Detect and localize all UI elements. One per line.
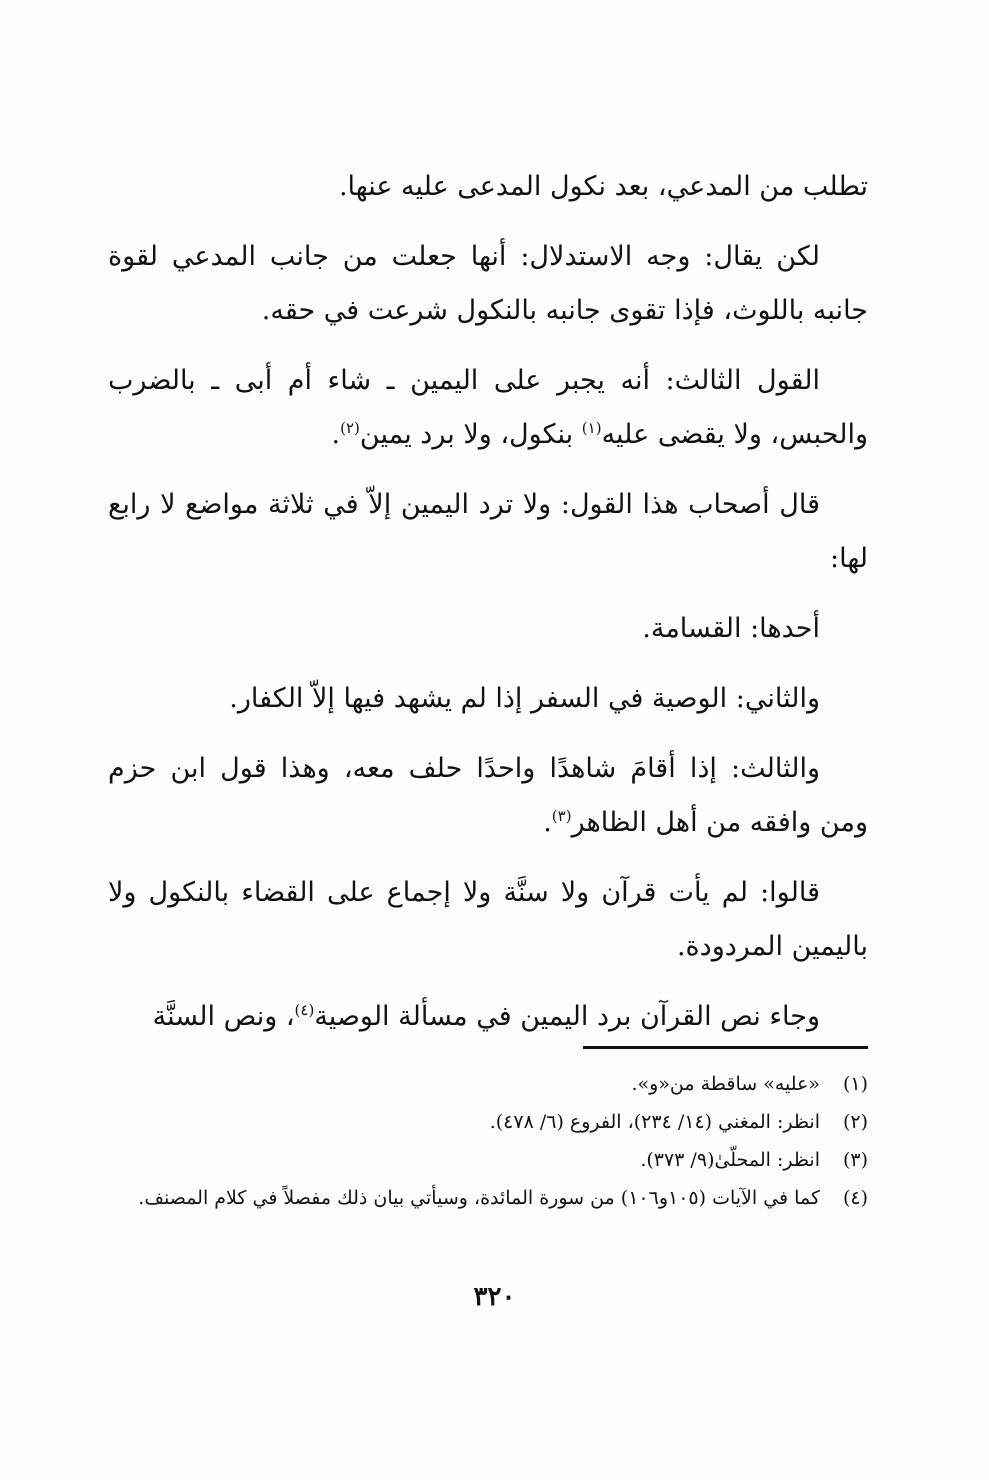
paragraph-7-text-a: والثالث: إذا أقامَ شاهدًا واحدًا حلف معه، وهذا قول ابن حزم ومن وافقه من أهل الظاهر — [108, 753, 868, 838]
paragraph-3-text-c: . — [331, 419, 341, 450]
paragraph-1 — [108, 160, 868, 214]
footnote-item — [108, 1104, 868, 1140]
paragraph-5 — [108, 602, 868, 656]
footnote-item — [108, 1066, 868, 1102]
footnotes — [108, 1066, 868, 1218]
paragraph-2-text: لكن يقال: وجه الاستدلال: أنها جعلت من جانب المدعي لقوة جانبه باللوث، فإذا تقوى جانبه بالنكول شرعت في حقه. — [108, 241, 868, 326]
footnote-item — [108, 1142, 868, 1178]
footnote-number: (١) — [842, 1073, 868, 1095]
paragraph-2 — [108, 230, 868, 338]
main-text — [108, 160, 868, 1060]
paragraph-9-text-a: وجاء نص القرآن برد اليمين في مسألة الوصية — [314, 1001, 820, 1032]
paragraph-4-text: قال أصحاب هذا القول: ولا ترد اليمين إلاّ في ثلاثة مواضع لا رابع لها: — [108, 489, 868, 574]
footnote-text: كما في الآيات (١٠٥و١٠٦) من سورة المائدة، وسيأتي بيان ذلك مفصلاً في كلام المصنف. — [138, 1187, 820, 1209]
footnote-ref-2[interactable]: (٢) — [340, 419, 360, 437]
footnote-ref-4[interactable]: (٤) — [294, 1001, 315, 1019]
footnote-text: انظر: المغني (١٤/ ٢٣٤)، الفروع (٦/ ٤٧٨). — [489, 1111, 820, 1133]
paragraph-8 — [108, 866, 868, 974]
footnote-text: انظر: المحلّىٰ(٩/ ٣٧٣). — [640, 1149, 820, 1171]
footnote-text: «عليه» ساقطة من«و». — [631, 1073, 820, 1095]
footnote-divider — [583, 1046, 868, 1049]
footnote-ref-3[interactable]: (٣) — [551, 807, 572, 825]
paragraph-3 — [108, 354, 868, 462]
page-number: ٣٢٠ — [473, 1282, 516, 1312]
paragraph-4 — [108, 478, 868, 586]
footnote-ref-1[interactable]: (١) — [581, 419, 602, 437]
paragraph-8-text: قالوا: لم يأت قرآن ولا سنَّة ولا إجماع على القضاء بالنكول ولا باليمين المردودة. — [108, 877, 868, 962]
paragraph-6 — [108, 672, 868, 726]
footnote-number: (٢) — [842, 1111, 868, 1133]
footnote-number: (٤) — [842, 1187, 868, 1209]
paragraph-7 — [108, 742, 868, 850]
paragraph-9-text-b: ، ونص السنَّة — [152, 1001, 295, 1032]
footnote-number: (٣) — [842, 1149, 868, 1171]
paragraph-9 — [108, 990, 868, 1044]
paragraph-1-text: تطلب من المدعي، بعد نكول المدعى عليه عنها. — [338, 171, 868, 202]
paragraph-5-text: أحدها: القسامة. — [642, 613, 820, 644]
footnote-item — [108, 1180, 868, 1216]
paragraph-6-text: والثاني: الوصية في السفر إذا لم يشهد فيها إلاّ الكفار. — [229, 683, 820, 714]
paragraph-3-text-b: بنكول، ولا برد يمين — [359, 419, 582, 450]
paragraph-7-text-b: . — [543, 807, 552, 838]
paragraph-3-text-a: القول الثالث: أنه يجبر على اليمين ـ شاء أم أبى ـ بالضرب والحبس، ولا يقضى عليه — [108, 365, 868, 450]
